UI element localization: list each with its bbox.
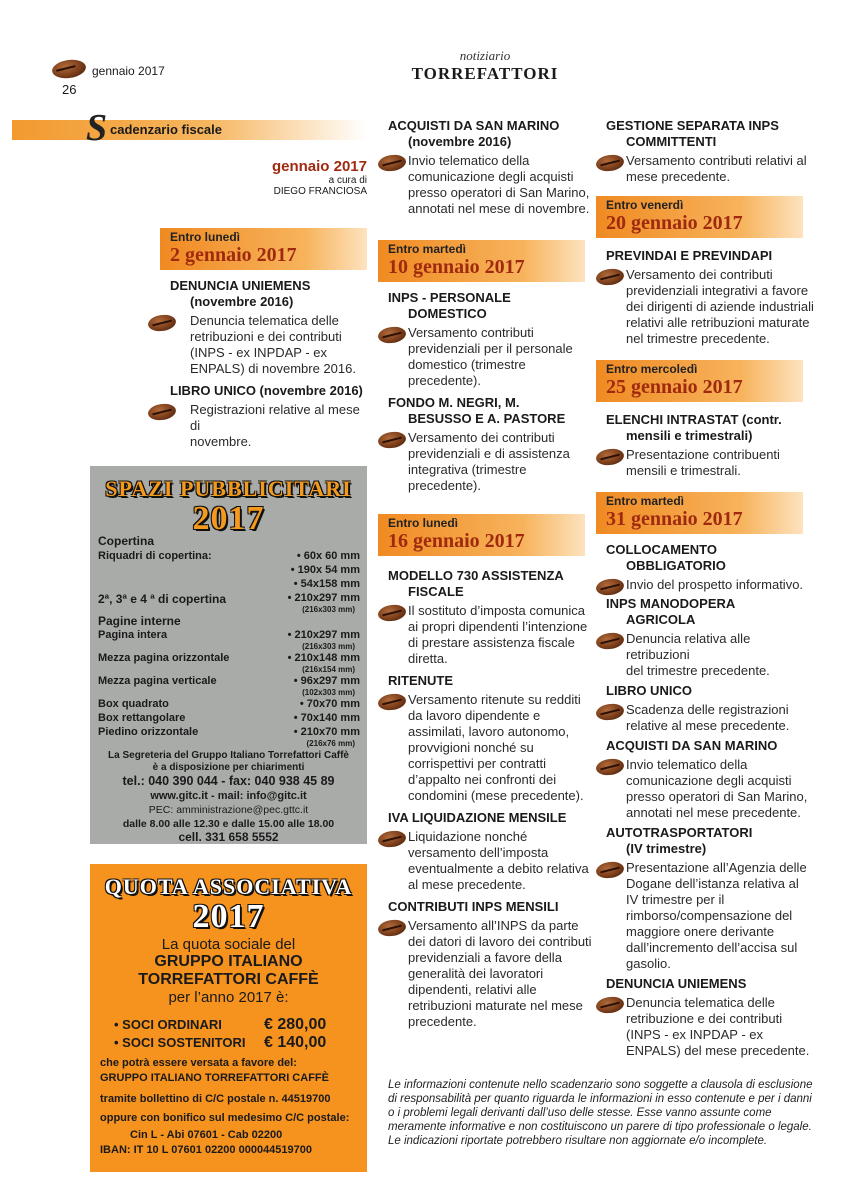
page-number: 26	[62, 82, 77, 97]
bean-icon	[377, 692, 407, 712]
item-text: Denuncia telematica delle retribuzioni e dei contributi (INPS - ex INPDAP - ex ENPALS) di novembre 2016.	[158, 313, 370, 377]
item-heading: DENUNCIA UNIEMENS	[606, 976, 747, 991]
item-heading: ACQUISTI DA SAN MARINO	[606, 738, 778, 753]
deadline-day: Entro lunedì	[170, 230, 240, 244]
deadline-date: 20 gennaio 2017	[606, 212, 743, 234]
disclaimer: Le informazioni contenute nello scadenzario sono soggette a clausola di esclusione di responsabilità per quanto riguarda le informazioni in esso contenute e per i danni o i problemi legali derivanti dall’uso delle stesse. Esse vanno assunte come meramente informative e non costituiscono un parere di tipo professionale o legale. Le indicazioni riportate potrebbero risultare non aggiornate e/o incomplete.	[388, 1079, 813, 1147]
item-text: Registrazioni relative al mese di novembre.	[158, 402, 370, 450]
item-heading: FONDO M. NEGRI, M.	[388, 395, 520, 410]
ad-row: 2ª, 3ª e 4 ª di copertina • 210x297 mm	[98, 592, 360, 606]
ad-hours: dalle 8.00 alle 12.30 e dalle 15.00 alle 18.00	[122, 818, 335, 830]
deadline-day: Entro martedì	[606, 494, 685, 508]
ad-row: Mezza pagina verticale • 96x297 mm	[98, 675, 360, 687]
deadline-date: 16 gennaio 2017	[388, 530, 525, 552]
deadline-day: Entro martedì	[388, 242, 467, 256]
item-text: Versamento contributi relativi al mese precedente.	[606, 153, 811, 185]
item-heading: OBBLIGATORIO	[626, 558, 726, 573]
deadline-day: Entro venerdì	[606, 198, 684, 212]
quota-year: 2017	[192, 898, 265, 935]
ad-pec[interactable]: PEC: amministrazione@pec.gttc.it	[148, 804, 309, 816]
item-heading: LIBRO UNICO (novembre 2016)	[170, 383, 363, 398]
bean-icon	[595, 631, 625, 651]
deadline-date: 2 gennaio 2017	[170, 244, 297, 266]
item-heading: IVA LIQUIDAZIONE MENSILE	[388, 810, 567, 825]
deadline-10-gennaio	[378, 240, 585, 282]
bean-icon	[377, 829, 407, 849]
item-heading: AGRICOLA	[626, 612, 696, 627]
item-text: Invio telematico della comunicazione degli acquisti presso operatori di San Marino, annotati nel mese precedente.	[606, 757, 816, 821]
item-text: Versamento dei contributi previdenziali e di assistenza integrativa (trimestre precedente).	[388, 430, 593, 494]
ad-box	[90, 466, 367, 844]
item-heading: ELENCHI INTRASTAT (contr.	[606, 412, 782, 427]
ad-cell: cell. 331 658 5552	[178, 830, 279, 844]
item-uniemens-nov	[170, 278, 370, 450]
ad-row: • 190x 54 mm	[290, 564, 360, 576]
item-31-gennaio-list	[606, 542, 816, 1059]
item-heading: PREVINDAI E PREVINDAPI	[606, 248, 773, 263]
bean-icon	[595, 995, 625, 1015]
intro-author: DIEGO FRANCIOSA	[273, 186, 367, 197]
ad-small: (102x303 mm)	[302, 688, 355, 697]
bean-icon	[377, 325, 407, 345]
deadline-20-gennaio	[596, 196, 803, 238]
bean-icon	[595, 702, 625, 722]
ad-title: SPAZI PUBBLICITARI	[105, 476, 352, 501]
bean-icon	[377, 603, 407, 623]
item-heading: BESUSSO E A. PASTORE	[408, 411, 566, 426]
ad-year: 2017	[192, 500, 265, 537]
deadline-2-gennaio	[160, 228, 367, 270]
quota-payment: che potrà essere versata a favore del: GRUPPO ITALIANO TORREFATTORI CAFFÈ tramite bollettino di C/C postale n. 44519700 oppure con bonifico sul medesimo C/C postale: Cin L - Abi 07601 - Cab 02200 IBAN: IT 10 L 07601 02200 000044519700	[100, 1057, 350, 1156]
item-heading: AUTOTRASPORTATORI	[606, 825, 753, 840]
item-heading: INPS MANODOPERA	[606, 596, 736, 611]
item-heading: DENUNCIA UNIEMENS	[170, 278, 311, 293]
ad-row: • 54x158 mm	[293, 578, 360, 590]
section-title: cadenzario fiscale	[110, 122, 222, 137]
item-heading: COMMITTENTI	[626, 134, 717, 149]
item-heading: MODELLO 730 ASSISTENZA	[388, 568, 564, 583]
item-heading: ACQUISTI DA SAN MARINO	[388, 118, 560, 133]
quota-line: per l’anno 2017 è:	[168, 989, 289, 1006]
item-text: Invio telematico della comunicazione degli acquisti presso operatori di San Marino, annotati nel mese di novembre.	[388, 153, 593, 217]
item-text: Il sostituto d’imposta comunica ai propri dipendenti l’intenzione di prestare assistenza fiscale diretta.	[388, 603, 593, 667]
bean-icon	[595, 153, 625, 173]
item-modello-730	[388, 568, 593, 1030]
masthead-top: notiziario	[459, 48, 511, 63]
item-heading: LIBRO UNICO	[606, 683, 692, 698]
item-heading: GESTIONE SEPARATA INPS	[606, 118, 779, 133]
item-text: Versamento dei contributi previdenziali integrativi a favore dei dirigenti di aziende industriali relativi alle retribuzioni maturate nel trimestre precedente.	[606, 267, 816, 347]
ad-small: (216x303 mm)	[302, 605, 355, 614]
item-text: Invio del prospetto informativo.	[606, 577, 816, 593]
bean-icon	[595, 447, 625, 467]
section-initial: S	[86, 107, 108, 149]
quota-line: GRUPPO ITALIANO	[154, 953, 303, 970]
bean-icon	[147, 402, 177, 422]
ad-row: Box rettangolare • 70x140 mm	[98, 712, 360, 724]
item-text: Versamento all’INPS da parte dei datori di lavoro dei contributi previdenziali a favore della generalità dei lavoratori dipendenti, relativi alle retribuzioni maturate nel mese precedente.	[388, 918, 593, 1030]
quota-box	[90, 864, 367, 1172]
bean-icon	[377, 918, 407, 938]
item-inps-domestico	[388, 290, 593, 494]
quota-line: La quota sociale del	[161, 936, 296, 953]
item-san-marino-nov	[388, 118, 593, 217]
item-heading: (novembre 2016)	[190, 294, 294, 309]
item-text: Presentazione all’Agenzia delle Dogane dell’istanza relativa al IV trimestre per il rimborso/compensazione del maggiore onere derivante dall’incremento dell’accisa sul gasolio.	[606, 860, 816, 972]
item-text: Denuncia telematica delle retribuzione e dei contributi (INPS - ex INPDAP - ex ENPALS) del mese precedente.	[606, 995, 816, 1059]
ad-small: (216x76 mm)	[306, 739, 355, 748]
intro-month: gennaio 2017	[271, 158, 367, 175]
bean-icon	[595, 577, 625, 597]
deadline-date: 25 gennaio 2017	[606, 376, 743, 398]
quota-soci-sostenitori: • SOCI SOSTENITORI € 140,00	[114, 1034, 327, 1051]
deadline-day: Entro mercoledì	[606, 362, 698, 376]
deadline-16-gennaio	[378, 514, 585, 556]
header-date: gennaio 2017	[92, 64, 165, 78]
item-heading: (IV trimestre)	[626, 841, 707, 856]
ad-row: Pagina intera • 210x297 mm	[98, 629, 360, 641]
item-text: Presentazione contribuenti mensili e trimestrali.	[606, 447, 816, 479]
item-text: Scadenza delle registrazioni relative al mese precedente.	[606, 702, 816, 734]
bean-icon	[377, 430, 407, 450]
deadline-25-gennaio	[596, 360, 803, 402]
bean-icon	[377, 153, 407, 173]
item-gestione-separata	[606, 118, 811, 185]
item-heading: FISCALE	[408, 584, 464, 599]
ad-web[interactable]: www.gitc.it - mail: info@gitc.it	[150, 790, 307, 802]
item-previndai	[606, 248, 816, 347]
item-heading: mensili e trimestrali)	[626, 428, 753, 443]
deadline-day: Entro lunedì	[388, 516, 458, 530]
item-heading: CONTRIBUTI INPS MENSILI	[388, 899, 559, 914]
item-heading: DOMESTICO	[408, 306, 487, 321]
bean-icon	[595, 757, 625, 777]
ad-cover-heading: Copertina	[98, 534, 155, 548]
item-heading: RITENUTE	[388, 673, 453, 688]
item-intrastat	[606, 412, 816, 479]
bean-icon	[595, 860, 625, 880]
bean-icon	[595, 267, 625, 287]
ad-small: (216x154 mm)	[302, 665, 355, 674]
ad-phone: tel.: 040 390 044 - fax: 040 938 45 89	[122, 774, 335, 788]
masthead	[405, 48, 565, 84]
item-heading: INPS - PERSONALE	[388, 290, 511, 305]
header-bean-icon	[52, 60, 86, 78]
bean-icon	[147, 313, 177, 333]
item-text: Versamento ritenute su redditi da lavoro dipendente e assimilati, lavoro autonomo, provvigioni nonché su corrispettivi per contratti d’appalto nei confronti dei condomini (mese precedente).	[388, 692, 593, 804]
ad-row: Box quadrato • 70x70 mm	[98, 698, 360, 710]
ad-row: Piedino orizzontale • 210x70 mm	[98, 726, 360, 738]
intro	[200, 158, 367, 197]
masthead-bottom: TORREFATTORI	[411, 64, 559, 83]
ad-row: Riquadri di copertina: • 60x 60 mm	[98, 550, 360, 562]
item-heading: COLLOCAMENTO	[606, 542, 717, 557]
quota-title: QUOTA ASSOCIATIVA	[104, 874, 353, 899]
deadline-31-gennaio	[596, 492, 803, 534]
deadline-date: 10 gennaio 2017	[388, 256, 525, 278]
intro-credit: a cura di	[328, 175, 367, 186]
item-heading: (novembre 2016)	[408, 134, 512, 149]
deadline-date: 31 gennaio 2017	[606, 508, 743, 530]
quota-soci-ordinari: • SOCI ORDINARI € 280,00	[114, 1016, 327, 1033]
item-text: Versamento contributi previdenziali per il personale domestico (trimestre precedente).	[388, 325, 593, 389]
ad-small: (216x303 mm)	[302, 642, 355, 651]
ad-info: La Segreteria del Gruppo Italiano Torrefattori Caffè è a disposizione per chiarimenti	[108, 750, 349, 773]
item-text: Liquidazione nonché versamento dell’imposta eventualmente a debito relativa al mese precedente.	[388, 829, 593, 893]
quota-line: TORREFATTORI CAFFÈ	[138, 971, 319, 988]
ad-row: Pagine interne	[98, 614, 181, 628]
ad-row: Mezza pagina orizzontale • 210x148 mm	[98, 652, 360, 664]
item-text: Denuncia relativa alle retribuzioni del trimestre precedente.	[606, 631, 816, 679]
